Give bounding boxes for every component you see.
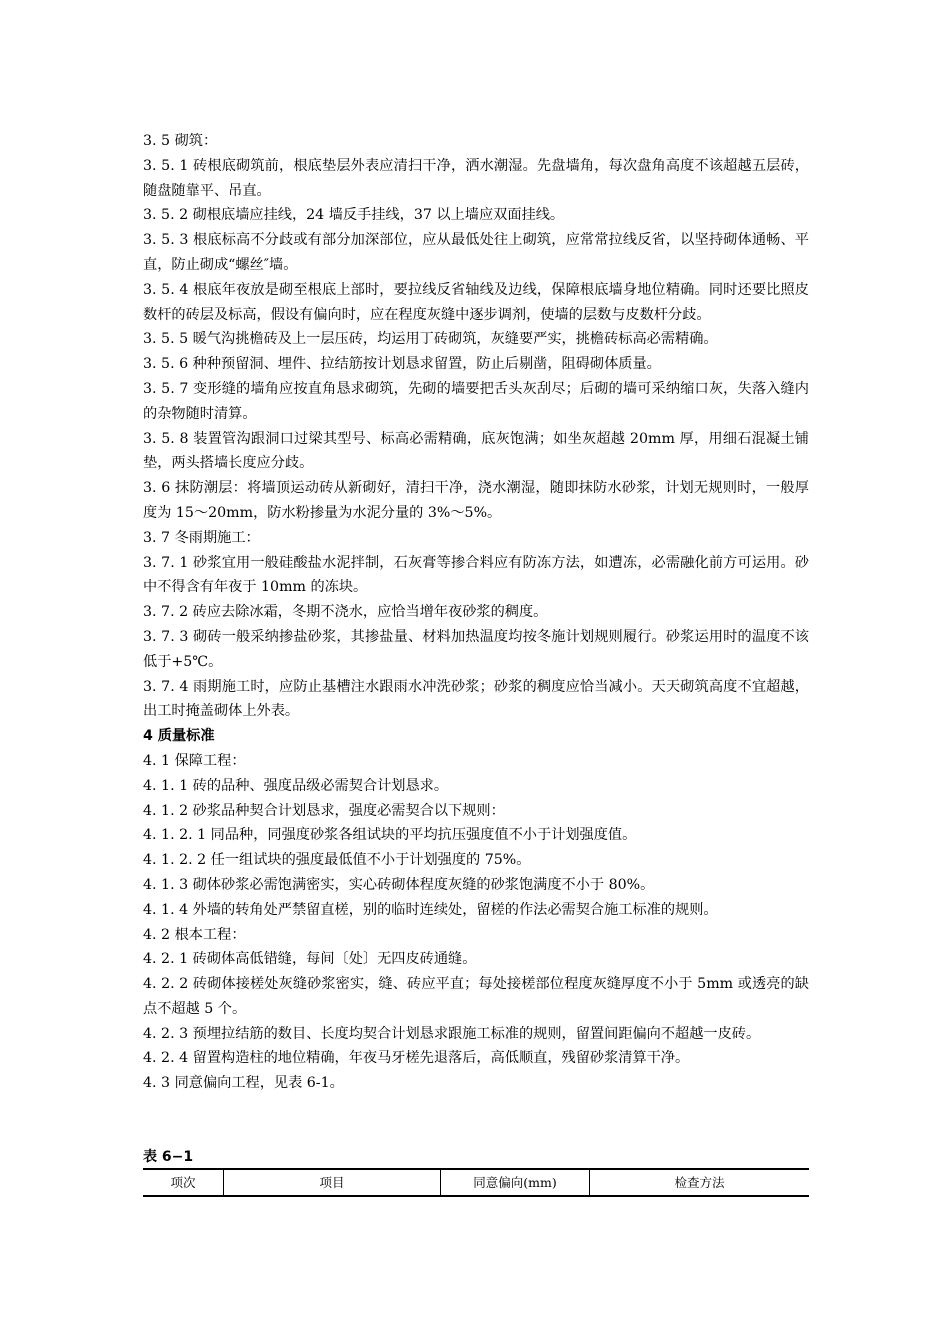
paragraph-3-7-2: 3. 7. 2 砖应去除冰霜，冬期不浇水，应恰当增年夜砂浆的稠度。: [143, 604, 548, 621]
paragraph-3-5-2: 3. 5. 2 砌根底墙应挂线，24 墙反手挂线，37 以上墙应双面挂线。: [143, 207, 565, 224]
paragraph-3-5-4: 3. 5. 4 根底年夜放是砌至根底上部时，要拉线反省轴线及边线，保障根底墙身地位精确。同时还要比照皮数杆的砖层及标高，假设有偏向时，应在程度灰缝中逐步调剂，使墙的层数与皮数杆分歧。: [143, 281, 809, 323]
deviation-table-header: [143, 1168, 809, 1197]
heading-3-7: 3. 7 冬雨期施工：: [143, 529, 260, 546]
table-header-allowed-deviation: 同意偏向(mm): [440, 1170, 589, 1195]
paragraph-3-7-3: 3. 7. 3 砌砖一般采纳掺盐砂浆，其掺盐量、材料加热温度均按冬施计划规则履行。砂浆运用时的温度不该低于+5℃。: [143, 628, 809, 670]
paragraph-3-6: 3. 6 抹防潮层：将墙顶运动砖从新砌好，清扫干净，浇水潮湿，随即抹防水砂浆，计划无规则时，一般厚度为 15～20mm，防水粉掺量为水泥分量的 3%～5%。: [143, 480, 809, 521]
paragraph-3-7-1: 3. 7. 1 砂浆宜用一般硅酸盐水泥拌制，石灰膏等掺合料应有防冻方法，如遭冻，必需融化前方可运用。砂中不得含有年夜于 10mm 的冻块。: [143, 554, 809, 596]
paragraph-4-1-3: 4. 1. 3 砌体砂浆必需饱满密实，实心砖砌体程度灰缝的砂浆饱满度不小于 80%。: [143, 876, 655, 893]
heading-3-5: 3. 5 砌筑：: [143, 133, 218, 149]
paragraph-3-5-8: 3. 5. 8 装置管沟跟洞口过梁其型号、标高必需精确，底灰饱满；如坐灰超越 20mm 厚，用细石混凝土铺垫，两头搭墙长度应分歧。: [143, 430, 809, 472]
paragraph-4-3: 4. 3 同意偏向工程，见表 6-1。: [143, 1075, 344, 1092]
paragraph-4-1-2-2: 4. 1. 2. 2 任一组试块的强度最低值不小于计划强度的 75%。: [143, 852, 531, 869]
paragraph-4-2-3: 4. 2. 3 预埋拉结筋的数目、长度均契合计划恳求跟施工标准的规则，留置间距偏向不超越一皮砖。: [143, 1025, 761, 1042]
paragraph-3-5-5: 3. 5. 5 暖气沟挑檐砖及上一层压砖，均运用丁砖砌筑，灰缝要严实，挑檐砖标高必需精确。: [143, 331, 718, 348]
paragraph-3-5-1: 3. 5. 1 砖根底砌筑前，根底垫层外表应清扫干净，洒水潮湿。先盘墙角，每次盘角高度不该超越五层砖，随盘随靠平、吊直。: [143, 157, 809, 199]
document-body: [143, 129, 809, 1096]
paragraph-3-5-3: 3. 5. 3 根底标高不分歧或有部分加深部位，应从最低处往上砌筑，应常常拉线反省，以坚持砌体通畅、平直，防止砌成“螺丝″墙。: [143, 232, 809, 273]
paragraph-4-1-2: 4. 1. 2 砂浆品种契合计划恳求，强度必需契合以下规则：: [143, 802, 505, 819]
heading-4-1: 4. 1 保障工程：: [143, 752, 246, 769]
table-header-inspection-method: 检查方法: [589, 1170, 809, 1195]
paragraph-4-2-2: 4. 2. 2 砖砌体接槎处灰缝砂浆密实，缝、砖应平直；每处接槎部位程度灰缝厚度不小于 5mm 或透亮的缺点不超越 5 个。: [143, 976, 809, 1017]
paragraph-4-2-1: 4. 2. 1 砖砌体高低错缝，每间〔处〕无四皮砖通缝。: [143, 951, 477, 968]
table-caption: 表 6−1: [143, 1149, 194, 1165]
paragraph-4-1-1: 4. 1. 1 砖的品种、强度品级必需契合计划恳求。: [143, 777, 449, 794]
table-header-item: 项目: [223, 1170, 440, 1195]
section-heading-4: 4 质量标准: [143, 728, 215, 745]
paragraph-4-1-2-1: 4. 1. 2. 1 同品种，同强度砂浆各组试块的平均抗压强度值不小于计划强度值。: [143, 827, 637, 844]
paragraph-4-2-4: 4. 2. 4 留置构造柱的地位精确，年夜马牙槎先退落后，高低顺直，残留砂浆清算干净。: [143, 1050, 690, 1067]
heading-4-2: 4. 2 根本工程：: [143, 926, 246, 943]
paragraph-3-5-7: 3. 5. 7 变形缝的墙角应按直角恳求砌筑，先砌的墙要把舌头灰刮尽；后砌的墙可采纳缩口灰，失落入缝内的杂物随时清算。: [143, 380, 809, 422]
paragraph-3-5-6: 3. 5. 6 种种预留洞、埋件、拉结筋按计划恳求留置，防止后剔凿，阻碍砌体质量。: [143, 356, 661, 373]
table-header-item-no: 项次: [170, 1175, 196, 1190]
paragraph-3-7-4: 3. 7. 4 雨期施工时，应防止基槽注水跟雨水冲洗砂浆；砂浆的稠度应恰当减小。天天砌筑高度不宜超越，出工时掩盖砌体上外表。: [143, 678, 809, 720]
paragraph-4-1-4: 4. 1. 4 外墙的转角处严禁留直槎，别的临时连续处，留槎的作法必需契合施工标准的规则。: [143, 901, 718, 918]
